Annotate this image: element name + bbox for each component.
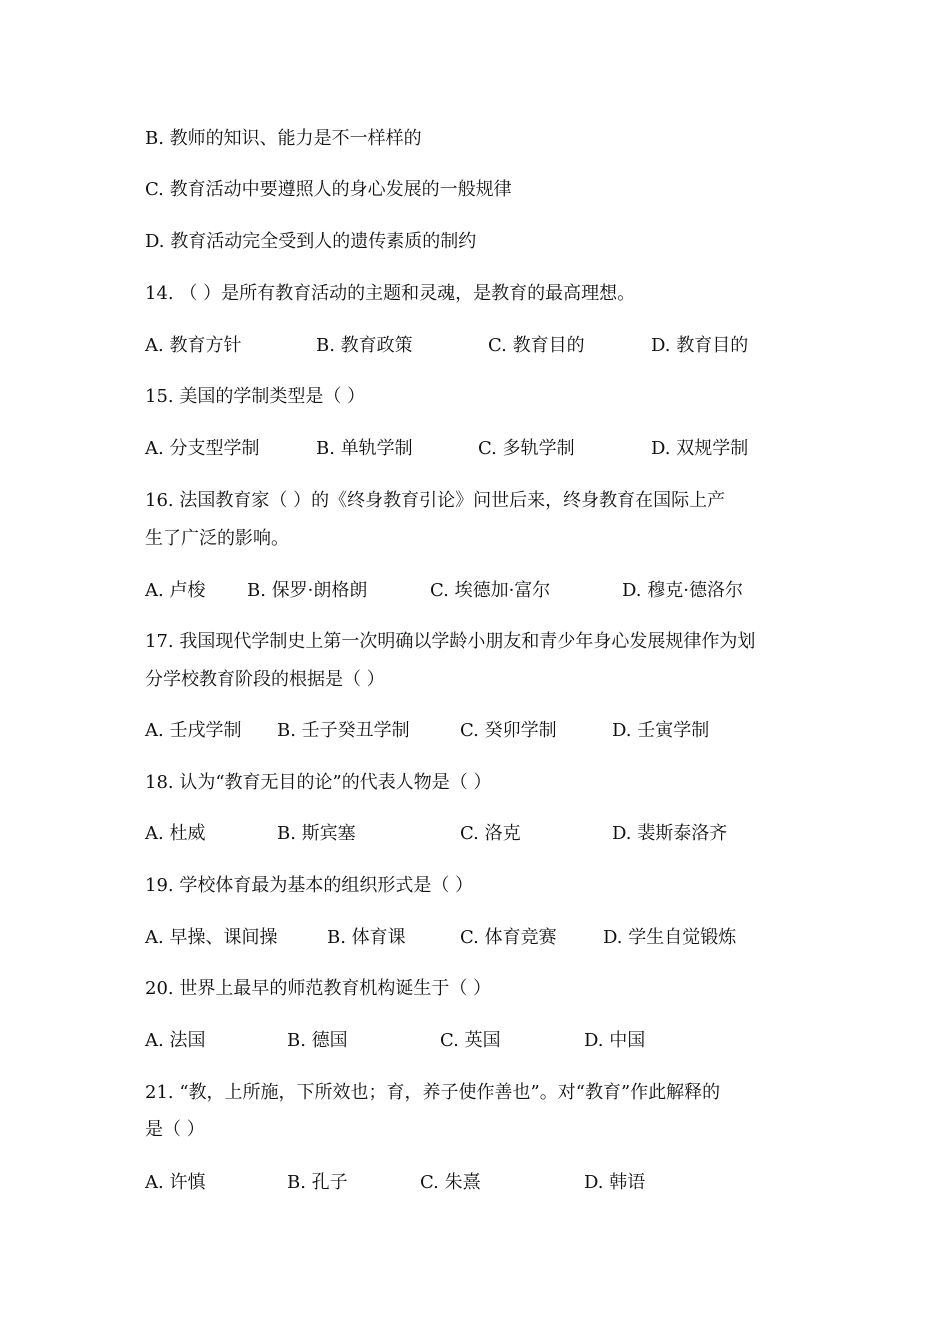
q13-option-b: B. 教师的知识、能力是不一样样的 — [145, 128, 422, 149]
q18-option-d: D. 裴斯泰洛齐 — [612, 823, 728, 844]
q20-stem: 20. 世界上最早的师范教育机构诞生于（ ） — [145, 978, 492, 999]
q21-stem-line2: 是（ ） — [145, 1119, 205, 1140]
q19-option-b: B. 体育课 — [327, 927, 406, 948]
q15-stem: 15. 美国的学制类型是（ ） — [145, 386, 366, 407]
q15-option-c: C. 多轨学制 — [478, 438, 575, 459]
q16-option-d: D. 穆克·德洛尔 — [622, 580, 743, 601]
q13-option-d: D. 教育活动完全受到人的遗传素质的制约 — [145, 231, 477, 252]
q15-option-b: B. 单轨学制 — [316, 438, 413, 459]
q14-option-d: D. 教育目的 — [651, 335, 749, 356]
q18-stem: 18. 认为“教育无目的论”的代表人物是（ ） — [145, 772, 492, 793]
q15-option-d: D. 双规学制 — [651, 438, 749, 459]
q19-stem: 19. 学校体育最为基本的组织形式是（ ） — [145, 875, 474, 896]
q16-option-a: A. 卢梭 — [145, 580, 206, 601]
q17-option-d: D. 壬寅学制 — [612, 720, 710, 741]
q17-stem-line2: 分学校教育阶段的根据是（ ） — [145, 669, 385, 690]
q13-option-c: C. 教育活动中要遵照人的身心发展的一般规律 — [145, 179, 512, 200]
q14-stem: 14. （ ）是所有教育活动的主题和灵魂，是教育的最高理想。 — [145, 283, 636, 304]
q16-stem-line2: 生了广泛的影响。 — [145, 528, 289, 549]
q19-option-c: C. 体育竞赛 — [460, 927, 557, 948]
q17-option-b: B. 壬子癸丑学制 — [277, 720, 410, 741]
q21-stem-line1: 21. “教，上所施，下所效也；育，养子使作善也”。对“教育”作此解释的 — [145, 1082, 721, 1103]
q14-option-b: B. 教育政策 — [316, 335, 413, 356]
q21-option-a: A. 许慎 — [145, 1172, 206, 1193]
q20-option-b: B. 德国 — [287, 1030, 348, 1051]
q20-option-a: A. 法国 — [145, 1030, 206, 1051]
q20-option-c: C. 英国 — [440, 1030, 501, 1051]
q19-option-d: D. 学生自觉锻炼 — [603, 927, 737, 948]
q17-option-a: A. 壬戌学制 — [145, 720, 242, 741]
q14-option-c: C. 教育目的 — [488, 335, 585, 356]
q21-option-c: C. 朱熹 — [420, 1172, 481, 1193]
q21-option-b: B. 孔子 — [287, 1172, 348, 1193]
q18-option-a: A. 杜威 — [145, 823, 206, 844]
q18-option-b: B. 斯宾塞 — [277, 823, 356, 844]
q17-option-c: C. 癸卯学制 — [460, 720, 557, 741]
q20-option-d: D. 中国 — [584, 1030, 646, 1051]
q15-option-a: A. 分支型学制 — [145, 438, 260, 459]
q19-option-a: A. 早操、课间操 — [145, 927, 278, 948]
q16-stem-line1: 16. 法国教育家（ ）的《终身教育引论》问世后来，终身教育在国际上产 — [145, 490, 726, 511]
q14-option-a: A. 教育方针 — [145, 335, 242, 356]
q21-option-d: D. 韩语 — [584, 1172, 646, 1193]
q18-option-c: C. 洛克 — [460, 823, 521, 844]
q16-option-c: C. 埃德加·富尔 — [430, 580, 551, 601]
q17-stem-line1: 17. 我国现代学制史上第一次明确以学龄小朋友和青少年身心发展规律作为划 — [145, 631, 756, 652]
q16-option-b: B. 保罗·朗格朗 — [247, 580, 368, 601]
